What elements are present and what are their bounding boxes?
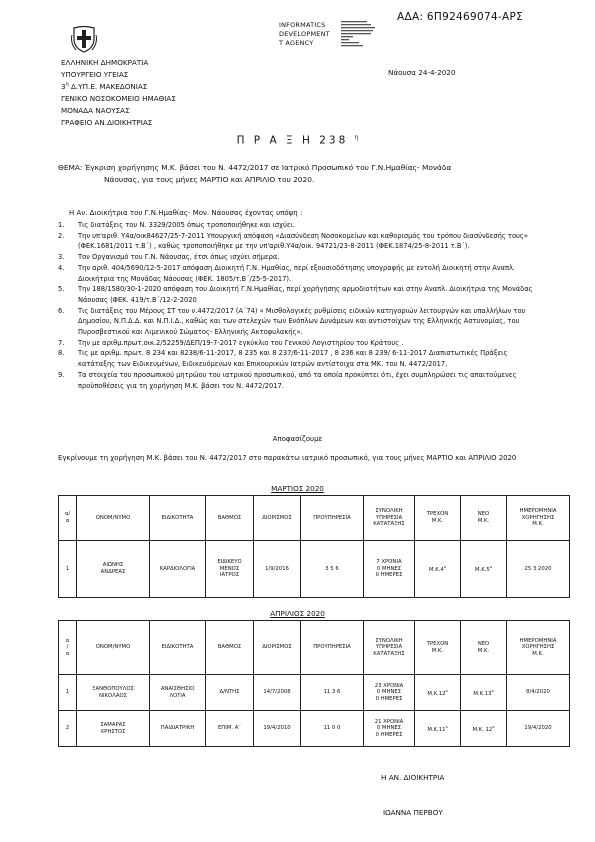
- column-header-spec: [150, 496, 206, 541]
- header-line: ΓΕΝΙΚΟ ΝΟΣΟΚΟΜΕΙΟ ΗΜΑΘΙΑΣ: [61, 94, 176, 103]
- cell-text: 0 ΗΜΕΡΕΣ: [375, 731, 403, 738]
- list-item-text: Την 188/1580/30-1-2020 απόφαση του Διοικητή Γ.Ν.Ημαθίας, περί χορήγησης αρμοδιοτήτων και στην Αναπλ. Διοικήτρια της Μονάδας Νάουσας (ΦΕΚ. 419/τ.Β΄/12-2-2020: [78, 285, 533, 304]
- header-text: ΔΙΟΡΙΣΜΟΣ: [262, 514, 292, 521]
- cell-text: 11 0 0: [323, 725, 341, 732]
- header-text: ΥΠΗΡΕΣΙΑ: [375, 644, 403, 651]
- informatics-logo: [279, 21, 330, 48]
- cell-appointment: [254, 675, 301, 711]
- cell-sup: ο: [491, 688, 494, 693]
- header-text: /: [66, 644, 69, 651]
- cell-text: 0 ΜΗΝΕΣ: [376, 565, 402, 572]
- cell-text: Μ.Κ.12: [427, 690, 446, 697]
- cell-total-service: [364, 675, 415, 711]
- cell-text: 19/4/2010: [263, 725, 291, 732]
- cell-text: ΛΟΓΙΑ: [169, 692, 186, 699]
- cell-aa: [59, 541, 77, 598]
- header-text: Μ.Κ.: [532, 650, 544, 657]
- cell-text: ΑΝΔΡΕΑΣ: [100, 569, 126, 575]
- cell-sup: ο: [443, 565, 446, 570]
- list-item-number: 2.: [58, 231, 65, 240]
- cell-text: ΑΝΑΙΣΘΗΣΙΟ: [160, 685, 195, 692]
- header-line: ΓΡΑΦΕΙΟ ΑΝ.ΔΙΟΙΚΗΤΡΙΑΣ: [61, 118, 153, 127]
- column-header-date: [507, 496, 570, 541]
- header-text: ΒΑΘΜΟΣ: [217, 514, 242, 521]
- list-item-number: 5.: [58, 285, 65, 294]
- intro-text: Η Αν. Διοικήτρια του Γ.Ν.Ημαθίας- Μον. Νάουσας έχοντας υπόψη :: [69, 209, 303, 217]
- cell-sup: ο: [489, 565, 492, 570]
- list-item-text: Την αριθ. 404/5690/12-5-2017 απόφαση Διοικητή Γ.Ν. Ημαθίας, περί εξουσιοδότησης υπογραφής με εντολή Διοικητή στην Αναπλ. Διοικήτρια της Μονάδας Νάουσας (ΦΕΚ. 1805/τ.Β΄/25-5-2017).: [78, 263, 516, 283]
- cell-grade: [206, 675, 254, 711]
- list-item: [58, 252, 546, 263]
- cell-grade: [206, 541, 254, 598]
- cell-text: 0 ΜΗΝΕΣ: [376, 689, 402, 696]
- column-header-aa: [59, 621, 77, 675]
- april-title: ΑΠΡΙΛΙΟΣ 2020: [270, 609, 325, 618]
- list-item-number: 7.: [58, 338, 65, 347]
- document-date: Νάουσα 24-4-2020: [388, 68, 456, 77]
- header-text: ΗΜΕΡΟΜΗΝΙΑ: [519, 637, 557, 644]
- column-header-grade: [206, 496, 254, 541]
- cell-text: 8/4/2020: [526, 689, 550, 696]
- header-text: α: [65, 518, 70, 524]
- list-item: [58, 220, 546, 231]
- header-region: [61, 82, 147, 91]
- region-name: Δ.ΥΠ.Ε. ΜΑΚΕΔΟΝΙΑΣ: [68, 82, 148, 92]
- greek-emblem-icon: [71, 25, 97, 53]
- list-item: [58, 370, 546, 391]
- table-row: [59, 541, 570, 598]
- decision-heading: Αποφασίζουμε: [272, 435, 323, 443]
- cell-text: Μ.Κ.11: [427, 726, 446, 733]
- region-number: 3: [61, 82, 66, 92]
- signature-name: ΙΩΑΝΝΑ ΠΕΡΒΟΥ: [383, 808, 443, 817]
- region-sup: η: [65, 82, 69, 88]
- list-item-number: 8.: [58, 349, 65, 358]
- cell-text: 7 ΧΡΟΝΙΑ: [376, 559, 402, 566]
- header-line: ΥΠΟΥΡΓΕΙΟ ΥΓΕΙΑΣ: [61, 70, 129, 79]
- column-header-appoint: [254, 621, 301, 675]
- header-text: ΒΑΘΜΟΣ: [217, 644, 242, 651]
- cell-grant-date: [507, 675, 570, 711]
- list-item: [58, 348, 546, 369]
- header-text: Μ.Κ.: [477, 647, 490, 654]
- header-text: Μ.Κ.: [431, 518, 444, 524]
- column-header-aa: [59, 496, 77, 541]
- cell-aa: [59, 675, 77, 711]
- cell-specialty: [150, 675, 206, 711]
- column-header-total: [364, 621, 415, 675]
- logo-line: INFORMATICS: [279, 21, 326, 29]
- header-text: α: [65, 637, 70, 644]
- cell-name: [77, 675, 150, 711]
- cell-specialty: [150, 541, 206, 598]
- cell-text: 11 3 6: [323, 689, 341, 696]
- praxi-title-sup: η: [354, 134, 359, 141]
- column-header-prior: [301, 496, 364, 541]
- cell-sup: ο: [445, 688, 448, 693]
- cell-appointment: [254, 711, 301, 747]
- header-text: Μ.Κ.: [431, 647, 444, 654]
- list-item-number: 1.: [58, 221, 65, 229]
- cell-text: 21 ΧΡΟΝΙΑ: [374, 718, 404, 725]
- list-item: [58, 338, 546, 349]
- header-text: ΤΡΕΧΟΝ: [426, 511, 449, 518]
- cell-name: [77, 711, 150, 747]
- header-text: Μ.Κ.: [477, 518, 490, 524]
- list-item-text: Την με αριθμ.πρωτ.οικ.2/52259/ΔΕΠ/19-7-2017 εγκύκλιο του Γενικού Λογιστηρίου του Κράτους .: [78, 338, 404, 347]
- considerations-list: [58, 220, 546, 391]
- list-item-text: Τα στοιχεία του προσωπικού μητρώου του ιατρικού προσωπικού, από τα οποία προκύπτει ότι, έχει συμπληρώσει τις απαιτούμενες προϋποθέσεις για τη χορήγηση Μ.Κ. βάσει του Ν. 4472/2017.: [78, 370, 517, 390]
- table-row: [59, 711, 570, 747]
- header-text: ΝΕΟ: [477, 640, 490, 647]
- header-text: ΤΡΕΧΟΝ: [426, 640, 449, 647]
- march-title: ΜΑΡΤΙΟΣ 2020: [271, 484, 324, 493]
- table-header-row: [59, 621, 570, 675]
- cell-current-mk: [415, 675, 461, 711]
- column-header-prior: [301, 621, 364, 675]
- cell-text: Δ/ΝΤΗΣ: [219, 689, 240, 696]
- column-header-cur: [415, 496, 461, 541]
- cell-text: 23 ΧΡΟΝΙΑ: [374, 682, 404, 689]
- header-text: ΔΙΟΡΙΣΜΟΣ: [262, 644, 292, 651]
- header-text: ΟΝΟΜ/ΝΥΜΟ: [95, 514, 131, 521]
- header-text: α/: [64, 511, 71, 518]
- list-item: [58, 231, 546, 252]
- table-row: [59, 675, 570, 711]
- signature-title: Η ΑΝ. ΔΙΟΙΚΗΤΡΙΑ: [381, 773, 445, 782]
- subject-line: Νάουσας, για τους μήνες ΜΑΡΤΙΟ και ΑΠΡΙΛΙΟ του 2020.: [104, 175, 315, 184]
- header-text: ΕΙΔΙΚΟΤΗΤΑ: [161, 514, 194, 521]
- header-text: ΟΝΟΜ/ΝΥΜΟ: [95, 644, 131, 651]
- cell-appointment: [254, 541, 301, 598]
- cell-text: Μ.Κ. 12: [472, 726, 493, 733]
- cell-current-mk: [415, 541, 461, 598]
- cell-total-service: [364, 541, 415, 598]
- cell-text: Μ.Κ.4: [429, 567, 444, 574]
- subject-line: ΘΕΜΑ: Έγκριση χορήγησης Μ.Κ. βάσει του Ν. 4472/2017 σε Ιατρικό Προσωπικό του Γ.Ν.Ημαθίας- Μονάδα: [58, 163, 452, 172]
- column-header-grade: [206, 621, 254, 675]
- table-header-row: [59, 496, 570, 541]
- cell-text: 2: [65, 725, 70, 732]
- column-header-cur: [415, 621, 461, 675]
- header-line: ΜΟΝΑΔΑ ΝΑΟΥΣΑΣ: [61, 106, 130, 115]
- cell-text: 1: [65, 689, 70, 696]
- list-item: [58, 306, 546, 338]
- column-header-name: [77, 621, 150, 675]
- list-item-number: 4.: [58, 263, 65, 272]
- list-item-number: 3.: [58, 253, 65, 262]
- list-item-text: Την υπ'αριθ. Υ4α/οικ84627/25-7-2011 Υπουργική απόφαση «Διασύνδεση Νοσοκομείων και καθορισμός του τρόπου διασύνδεσής τους» (ΦΕΚ.1681/2011 τ.Β΄) , καθώς τροποποιήθηκε με την υπ'αριθ.Υ4α/οικ. 94721/23-8-2011 (ΦΕΚ.1874/25-8-2011 τ.Β΄).: [78, 231, 528, 251]
- cell-text: 14/7/2008: [263, 689, 291, 696]
- cell-prior-service: [301, 541, 364, 598]
- header-text: ΚΑΤΑΤΑΞΗΣ: [373, 521, 405, 528]
- cell-grant-date: [507, 541, 570, 598]
- cell-text: 3 5 6: [325, 565, 339, 572]
- cell-sup: ο: [445, 724, 448, 729]
- cell-text: ΑΙΩΝΗΣ: [102, 562, 124, 569]
- list-item-text: Τις διατάξεις του Μέρους ΣΤ του ν.4472/2017 (Α΄74) « Μισθολογικές ρυθμίσεις ειδικών κατηγοριών λειτουργών και υπαλλήλων του Δημοσίου, Ν.Π.Δ.Δ. και Ν.Π.Ι.Δ., καθώς και των στελεχών των Ενόπλων Δυνάμεων και αντιστοίχων της Ελληνικής Αστυνομίας, του Πυροσβεστικού και Λιμενικού Σώματος- Ελληνικής Ακτοφυλακής».: [78, 306, 526, 337]
- cell-text: 0 ΗΜΕΡΕΣ: [375, 572, 403, 579]
- cell-text: 1: [65, 565, 70, 572]
- subject: [58, 162, 558, 186]
- header-text: ΥΠΗΡΕΣΙΑ: [375, 514, 403, 521]
- cell-text: 19/4/2020: [524, 725, 552, 732]
- cell-text: ΕΠΙΜ. Α΄: [217, 725, 242, 732]
- march-table: [58, 495, 570, 598]
- cell-text: 25 3 2020: [524, 565, 552, 572]
- column-header-spec: [150, 621, 206, 675]
- list-item: [58, 284, 546, 305]
- cell-prior-service: [301, 675, 364, 711]
- cell-text: ΜΕΝΟΣ: [219, 565, 240, 572]
- header-line: [61, 82, 147, 91]
- header-text: α: [65, 650, 70, 657]
- cell-text: ΞΑΝΘΟΠΟΥΛΟΣ: [92, 685, 134, 692]
- cell-specialty: [150, 711, 206, 747]
- cell-sup: ο: [492, 724, 495, 729]
- list-item: [58, 263, 546, 284]
- header-text: ΣΥΝΟΛΙΚΗ: [375, 637, 403, 644]
- header-line: ΕΛΛΗΝΙΚΗ ΔΗΜΟΚΡΑΤΙΑ: [61, 58, 149, 67]
- cell-text: ΠΑΙΔΙΑΤΡΙΚΗ: [160, 725, 195, 732]
- column-header-appoint: [254, 496, 301, 541]
- cell-total-service: [364, 711, 415, 747]
- cell-text: ΙΑΤΡΟΣ: [219, 572, 240, 579]
- cell-text: Μ.Κ.13: [473, 690, 492, 697]
- header-text: ΧΟΡΗΓΗΣΗΣ: [521, 514, 555, 521]
- cell-new-mk: [461, 675, 507, 711]
- list-item-number: 6.: [58, 306, 65, 315]
- cell-name: [77, 541, 150, 598]
- cell-new-mk: [461, 541, 507, 598]
- header-text: Μ.Κ.: [532, 521, 544, 528]
- cell-text: 0 ΜΗΝΕΣ: [376, 725, 402, 732]
- column-header-total: [364, 496, 415, 541]
- list-item-text: Τις με αριθμ. πρωτ. 8 234 και 8238/6-11-2017, 8 235 και 8 237/6-11-2017 , 8 236 και 8 239/ 6-11-2017 Διαπιστωτικές Πράξεις κατάταξης των Ειδικευμένων, Ειδικευόμενων και Επικουρικών Ιατρών αντίστοιχα στα ΜΚ. του Ν. 4472/2017.: [78, 349, 508, 369]
- list-item-text: Τις διατάξεις του Ν. 3329/2005 όπως τροποποιήθηκε και ισχύει.: [78, 221, 295, 229]
- header-text: ΝΕΟ: [477, 511, 490, 518]
- list-item-number: 9.: [58, 370, 65, 379]
- list-item-text: Τον Οργανισμό του Γ.Ν. Νάουσας, έτσι όπως ισχύει σήμερα.: [78, 253, 280, 262]
- cell-text: 1/9/2016: [265, 565, 289, 572]
- column-header-date: [507, 621, 570, 675]
- cell-text: ΧΡΗΣΤΟΣ: [100, 728, 126, 735]
- cell-text: 0 ΗΜΕΡΕΣ: [375, 695, 403, 702]
- logo-fine-print-icon: [341, 21, 381, 54]
- cell-text: ΚΑΡΔΙΟΛΟΓΙΑ: [159, 565, 196, 572]
- cell-prior-service: [301, 711, 364, 747]
- cell-aa: [59, 711, 77, 747]
- logo-line: T AGENCY: [279, 39, 314, 47]
- header-text: ΠΡΟΥΠΗΡΕΣΙΑ: [313, 644, 351, 651]
- praxi-title: [0, 134, 595, 147]
- cell-text: ΣΑΜΑΡΑΣ: [100, 721, 126, 728]
- logo-line: DEVELOPMENT: [279, 30, 330, 38]
- cell-grant-date: [507, 711, 570, 747]
- header-text: ΕΙΔΙΚΟΤΗΤΑ: [161, 644, 194, 651]
- april-table: [58, 620, 570, 747]
- column-header-new: [461, 496, 507, 541]
- cell-new-mk: [461, 711, 507, 747]
- cell-text: ΕΙΔΙΚΕΥΟ: [217, 559, 242, 566]
- cell-text: ΝΙΚΟΛΑΟΣ: [99, 692, 127, 699]
- cell-text: Μ.Κ.5: [475, 567, 490, 574]
- cell-current-mk: [415, 711, 461, 747]
- header-text: ΧΟΡΗΓΗΣΗΣ: [521, 644, 555, 651]
- header-text: ΗΜΕΡΟΜΗΝΙΑ: [519, 508, 557, 515]
- header-text: ΠΡΟΥΠΗΡΕΣΙΑ: [313, 514, 351, 521]
- praxi-title-text: Π Ρ Α Ξ Η 238: [236, 134, 349, 147]
- approval-text: Εγκρίνουμε τη χορήγηση Μ.Κ. βάσει του Ν. 4472/2017 στο παρακάτω ιατρικό προσωπικό, για τους μήνες ΜΑΡΤΙΟ και ΑΠΡΙΛΙΟ 2020: [58, 454, 517, 462]
- header-text: ΚΑΤΑΤΑΞΗΣ: [373, 650, 405, 657]
- column-header-new: [461, 621, 507, 675]
- header-text: ΣΥΝΟΛΙΚΗ: [375, 508, 403, 515]
- column-header-name: [77, 496, 150, 541]
- ada-code: ΑΔΑ: 6Π92469074-ΑΡΣ: [397, 11, 524, 23]
- cell-grade: [206, 711, 254, 747]
